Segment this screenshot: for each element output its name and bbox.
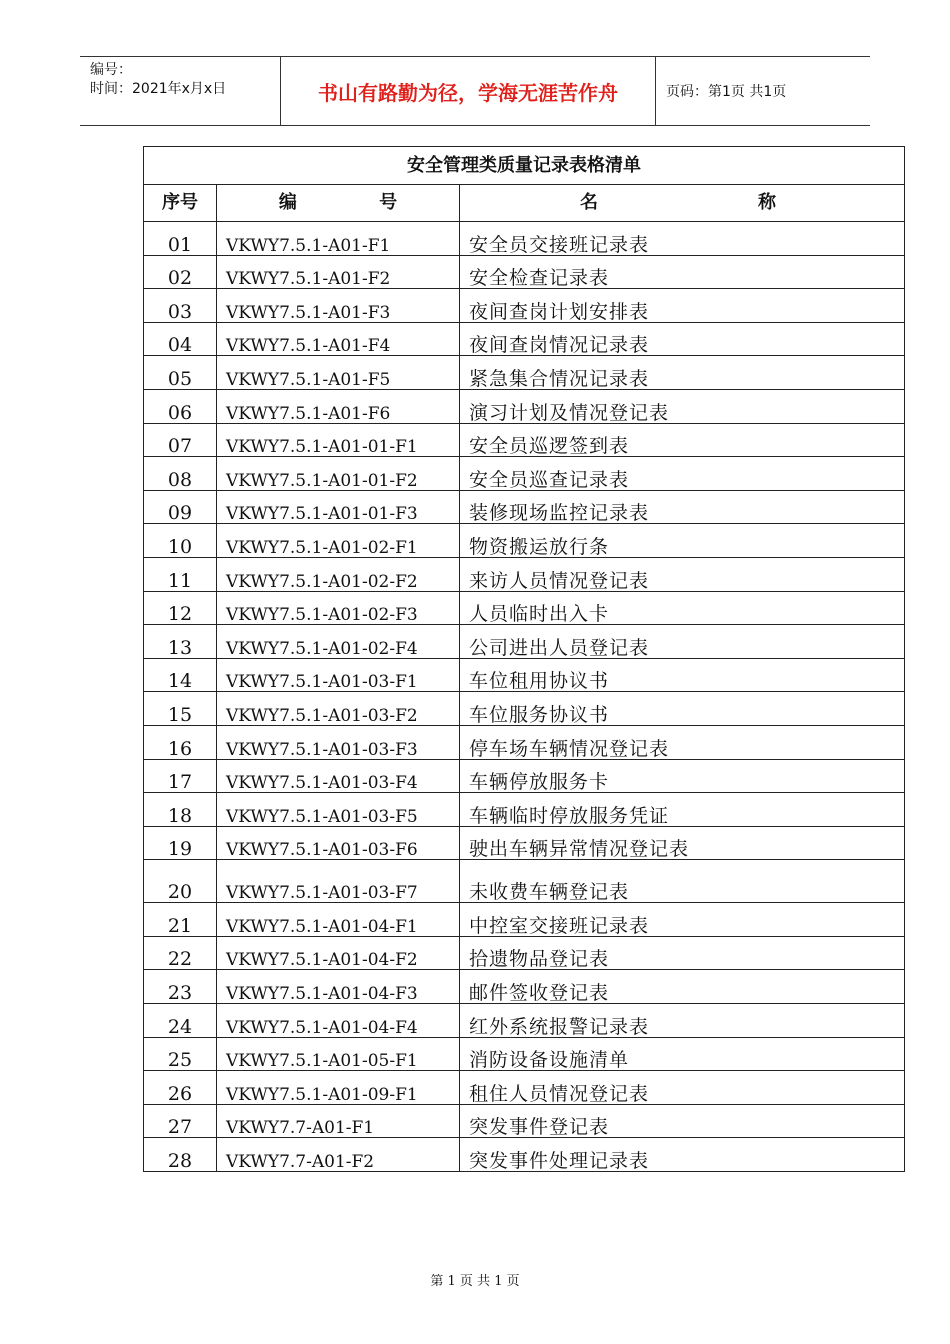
- table-row: [144, 658, 905, 692]
- column-header-name-part2: 称: [758, 192, 776, 213]
- table-row: [144, 423, 905, 457]
- header-page-label: 页码：第1页 共1页: [666, 84, 787, 100]
- record-form-table: [143, 146, 905, 1172]
- row-code: VKWY7.5.1-A01-03-F5: [217, 793, 460, 827]
- row-name: 紧急集合情况记录表: [460, 356, 905, 390]
- row-name: 停车场车辆情况登记表: [460, 725, 905, 759]
- table-row: [144, 826, 905, 860]
- row-seq: 04: [144, 322, 217, 356]
- row-seq: 26: [144, 1071, 217, 1105]
- table-row: [144, 903, 905, 937]
- row-code: VKWY7.5.1-A01-F6: [217, 389, 460, 423]
- row-code: VKWY7.5.1-A01-01-F2: [217, 457, 460, 491]
- row-seq: 25: [144, 1037, 217, 1071]
- row-code: VKWY7.5.1-A01-F5: [217, 356, 460, 390]
- row-name: 演习计划及情况登记表: [460, 389, 905, 423]
- table-row: [144, 524, 905, 558]
- row-code: VKWY7.5.1-A01-04-F4: [217, 1004, 460, 1038]
- row-code: VKWY7.5.1-A01-03-F3: [217, 725, 460, 759]
- row-name: 公司进出人员登记表: [460, 625, 905, 659]
- row-name: 安全员巡查记录表: [460, 457, 905, 491]
- column-header-seq: 序号: [144, 185, 217, 222]
- row-name: 装修现场监控记录表: [460, 490, 905, 524]
- row-seq: 02: [144, 255, 217, 289]
- row-code: VKWY7.5.1-A01-02-F1: [217, 524, 460, 558]
- row-name: 邮件签收登记表: [460, 970, 905, 1004]
- row-code: VKWY7.5.1-A01-F2: [217, 255, 460, 289]
- row-seq: 05: [144, 356, 217, 390]
- row-name: 车辆临时停放服务凭证: [460, 793, 905, 827]
- table-header-row: [144, 185, 905, 222]
- table-row: [144, 725, 905, 759]
- row-name: 物资搬运放行条: [460, 524, 905, 558]
- table-row: [144, 255, 905, 289]
- row-seq: 06: [144, 389, 217, 423]
- row-seq: 16: [144, 725, 217, 759]
- row-code: VKWY7.5.1-A01-03-F1: [217, 658, 460, 692]
- table-row: [144, 1138, 905, 1172]
- row-code: VKWY7.5.1-A01-01-F1: [217, 423, 460, 457]
- header-motto: 书山有路勤为径，学海无涯苦作舟: [280, 57, 656, 125]
- table-title: 安全管理类质量记录表格清单: [144, 147, 905, 185]
- row-name: 消防设备设施清单: [460, 1037, 905, 1071]
- row-seq: 11: [144, 557, 217, 591]
- row-name: 安全员巡逻签到表: [460, 423, 905, 457]
- row-name: 车位租用协议书: [460, 658, 905, 692]
- table-row: [144, 936, 905, 970]
- row-code: VKWY7.7-A01-F2: [217, 1138, 460, 1172]
- table-row: [144, 591, 905, 625]
- document-number-label: 编号：: [90, 62, 132, 78]
- row-seq: 08: [144, 457, 217, 491]
- row-code: VKWY7.5.1-A01-04-F1: [217, 903, 460, 937]
- table-row: [144, 1104, 905, 1138]
- row-code: VKWY7.5.1-A01-05-F1: [217, 1037, 460, 1071]
- row-code: VKWY7.5.1-A01-04-F3: [217, 970, 460, 1004]
- row-name: 红外系统报警记录表: [460, 1004, 905, 1038]
- row-name: 租住人员情况登记表: [460, 1071, 905, 1105]
- row-code: VKWY7.5.1-A01-03-F4: [217, 759, 460, 793]
- row-seq: 15: [144, 692, 217, 726]
- row-code: VKWY7.5.1-A01-03-F7: [217, 860, 460, 903]
- table-row: [144, 625, 905, 659]
- row-name: 安全检查记录表: [460, 255, 905, 289]
- table-row: [144, 389, 905, 423]
- table-row: [144, 356, 905, 390]
- table-row: [144, 490, 905, 524]
- row-seq: 12: [144, 591, 217, 625]
- row-seq: 20: [144, 860, 217, 903]
- table-row: [144, 793, 905, 827]
- row-name: 人员临时出入卡: [460, 591, 905, 625]
- row-code: VKWY7.7-A01-F1: [217, 1104, 460, 1138]
- row-code: VKWY7.5.1-A01-03-F6: [217, 826, 460, 860]
- table-row: [144, 289, 905, 323]
- row-seq: 28: [144, 1138, 217, 1172]
- table-row: [144, 1037, 905, 1071]
- row-seq: 13: [144, 625, 217, 659]
- row-code: VKWY7.5.1-A01-01-F3: [217, 490, 460, 524]
- header-meta: [80, 57, 280, 125]
- table-row: [144, 322, 905, 356]
- row-seq: 21: [144, 903, 217, 937]
- row-name: 车位服务协议书: [460, 692, 905, 726]
- row-code: VKWY7.5.1-A01-09-F1: [217, 1071, 460, 1105]
- table-row: [144, 457, 905, 491]
- row-code: VKWY7.5.1-A01-F3: [217, 289, 460, 323]
- row-seq: 27: [144, 1104, 217, 1138]
- table-row: [144, 557, 905, 591]
- row-code: VKWY7.5.1-A01-02-F2: [217, 557, 460, 591]
- document-time-label: 时间：2021年x月x日: [90, 81, 227, 97]
- row-name: 突发事件处理记录表: [460, 1138, 905, 1172]
- row-name: 突发事件登记表: [460, 1104, 905, 1138]
- row-seq: 19: [144, 826, 217, 860]
- row-name: 来访人员情况登记表: [460, 557, 905, 591]
- row-name: 夜间查岗情况记录表: [460, 322, 905, 356]
- row-seq: 03: [144, 289, 217, 323]
- table-row: [144, 1071, 905, 1105]
- row-name: 拾遗物品登记表: [460, 936, 905, 970]
- column-header-name: [460, 185, 905, 222]
- table-row: [144, 222, 905, 256]
- table-row: [144, 759, 905, 793]
- row-code: VKWY7.5.1-A01-02-F3: [217, 591, 460, 625]
- row-name: 安全员交接班记录表: [460, 222, 905, 256]
- table-row: [144, 970, 905, 1004]
- row-code: VKWY7.5.1-A01-04-F2: [217, 936, 460, 970]
- row-seq: 18: [144, 793, 217, 827]
- row-code: VKWY7.5.1-A01-F4: [217, 322, 460, 356]
- row-seq: 07: [144, 423, 217, 457]
- column-header-code: 编 号: [217, 185, 460, 222]
- table-row: [144, 860, 905, 903]
- row-name: 夜间查岗计划安排表: [460, 289, 905, 323]
- row-seq: 23: [144, 970, 217, 1004]
- row-name: 中控室交接班记录表: [460, 903, 905, 937]
- row-name: 未收费车辆登记表: [460, 860, 905, 903]
- row-seq: 09: [144, 490, 217, 524]
- row-name: 车辆停放服务卡: [460, 759, 905, 793]
- row-name: 驶出车辆异常情况登记表: [460, 826, 905, 860]
- row-seq: 01: [144, 222, 217, 256]
- table-row: [144, 692, 905, 726]
- table-row: [144, 1004, 905, 1038]
- row-code: VKWY7.5.1-A01-03-F2: [217, 692, 460, 726]
- row-seq: 24: [144, 1004, 217, 1038]
- row-seq: 17: [144, 759, 217, 793]
- page-footer: 第 1 页 共 1 页: [430, 1274, 520, 1289]
- row-code: VKWY7.5.1-A01-F1: [217, 222, 460, 256]
- row-seq: 22: [144, 936, 217, 970]
- column-header-name-part1: 名: [580, 192, 598, 213]
- row-seq: 14: [144, 658, 217, 692]
- page-header: [80, 56, 870, 126]
- row-seq: 10: [144, 524, 217, 558]
- row-code: VKWY7.5.1-A01-02-F4: [217, 625, 460, 659]
